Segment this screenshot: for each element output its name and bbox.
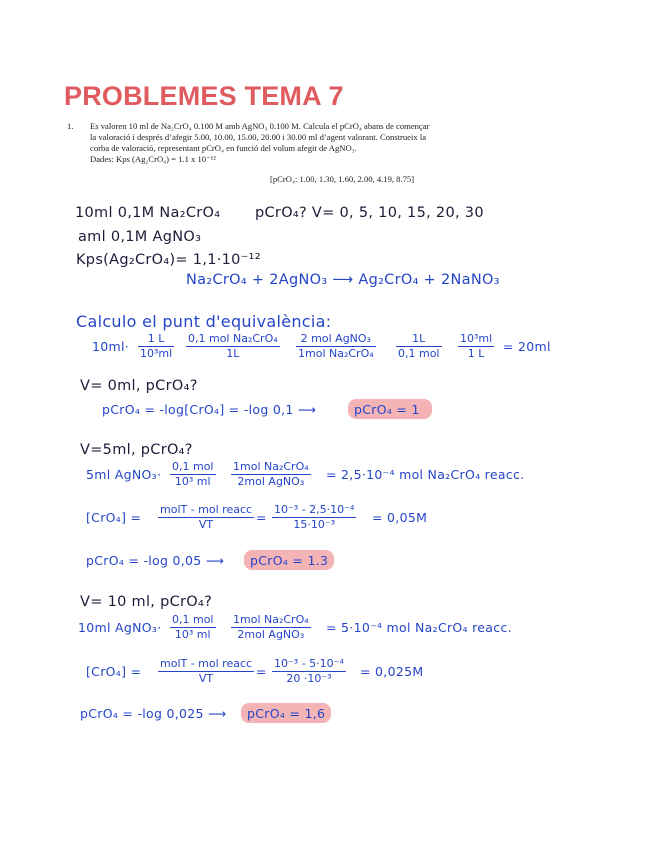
v5-conc-result: = 0,05M xyxy=(372,510,428,525)
v10-moles: = 5·10⁻⁴ mol Na₂CrO₄ reacc. xyxy=(326,620,512,635)
fraction-denominator: VT xyxy=(198,518,214,531)
v5-pcalc: pCrO₄ = -log 0,05 ⟶ xyxy=(86,553,225,568)
given-line-3: Kps(Ag₂CrO₄)= 1,1·10⁻¹² xyxy=(76,252,261,268)
v10-pcalc: pCrO₄ = -log 0,025 ⟶ xyxy=(80,706,227,721)
v10-conc-left: [CrO₄] = xyxy=(86,664,142,679)
given-line-1: 10ml 0,1M Na₂CrO₄ xyxy=(75,205,221,221)
fraction-denominator: VT xyxy=(198,672,214,685)
problem-statement xyxy=(90,121,435,165)
page-title: PROBLEMES TEMA 7 xyxy=(64,81,344,111)
v5-presult: pCrO₄ = 1.3 xyxy=(250,553,329,568)
v5-fraction-2 xyxy=(231,460,311,489)
fraction-denominator: 1L xyxy=(226,347,240,360)
fraction-numerator: 1 L xyxy=(138,332,174,347)
v0-result: pCrO₄ = 1 xyxy=(354,402,420,417)
fraction-denominator: 2mol AgNO₃ xyxy=(237,475,305,488)
equals-sign: = xyxy=(256,664,267,679)
v5-moles: = 2,5·10⁻⁴ mol Na₂CrO₄ reacc. xyxy=(326,467,525,482)
fraction-denominator: 1mol Na₂CrO₄ xyxy=(298,347,374,360)
v5-conc-left: [CrO₄] = xyxy=(86,510,142,525)
fraction-denominator: 2mol AgNO₃ xyxy=(237,628,305,641)
fraction-denominator: 15·10⁻³ xyxy=(293,518,336,531)
fraction-denominator: 20 ·10⁻³ xyxy=(286,672,332,685)
fraction-denominator: 1 L xyxy=(467,347,485,360)
fraction-numerator: 0,1 mol Na₂CrO₄ xyxy=(188,332,278,345)
equiv-fraction-1 xyxy=(138,332,174,361)
fraction-numerator: 10³ml xyxy=(460,332,493,345)
v5-start: 5ml AgNO₃· xyxy=(86,467,162,482)
fraction-denominator: 0,1 mol xyxy=(398,347,440,360)
fraction-numerator: 0,1 mol xyxy=(172,613,214,626)
problem-data: Dades: Kps (Ag₂CrO₄) = 1.1 x 10⁻¹² xyxy=(90,154,216,164)
problem-number: 1. xyxy=(67,121,74,131)
v5-fraction-1 xyxy=(170,460,216,489)
fraction-numerator: molT - mol reacc xyxy=(160,503,253,516)
v10-heading: V= 10 ml, pCrO₄? xyxy=(80,594,213,610)
equiv-fraction-3 xyxy=(296,332,376,361)
equiv-result: = 20ml xyxy=(503,339,551,354)
v10-conc-fraction-1 xyxy=(158,657,254,686)
fraction-numerator: 1L xyxy=(396,332,442,347)
fraction-numerator: 0,1 mol xyxy=(172,460,214,473)
fraction-denominator: 10³ ml xyxy=(174,475,211,488)
v10-start: 10ml AgNO₃· xyxy=(78,620,162,635)
equivalence-heading: Calculo el punt d'equivalència: xyxy=(76,312,332,331)
v5-conc-fraction-1 xyxy=(158,503,254,532)
equiv-fraction-5 xyxy=(458,332,494,361)
v10-fraction-2 xyxy=(231,613,311,642)
fraction-numerator: 1mol Na₂CrO₄ xyxy=(233,613,309,626)
equiv-fraction-4 xyxy=(396,332,442,361)
problem-text: Es valoren 10 ml de Na₂CrO₄ 0.100 M amb AgNO₃ 0.100 M. Calcula el pCrO₄ abans de començar la valoració i després d’afegir 5.00, 10.00, 15.00, 20.00 i 30.00 ml d’agent valorant. Construeix la corba de valoració, representant pCrO₄ en funció del volum afegit de AgNO₃. xyxy=(90,121,430,153)
equiv-fraction-2 xyxy=(186,332,280,361)
fraction-numerator: molT - mol reacc xyxy=(160,657,253,670)
v10-conc-result: = 0,025M xyxy=(360,664,424,679)
v5-conc-fraction-2 xyxy=(272,503,356,532)
equiv-start: 10ml· xyxy=(92,339,130,354)
reaction-equation: Na₂CrO₄ + 2AgNO₃ ⟶ Ag₂CrO₄ + 2NaNO₃ xyxy=(186,272,500,288)
given-line-2: aml 0,1M AgNO₃ xyxy=(78,229,202,245)
v10-fraction-1 xyxy=(170,613,216,642)
v10-presult: pCrO₄ = 1,6 xyxy=(247,706,326,721)
v0-calc: pCrO₄ = -log[CrO₄] = -log 0,1 ⟶ xyxy=(102,402,317,417)
problem-answers: [pCrO₄: 1.00, 1.30, 1.60, 2.00, 4.19, 8.75] xyxy=(270,174,415,184)
equals-sign: = xyxy=(256,510,267,525)
fraction-numerator: 2 mol AgNO₃ xyxy=(296,332,376,347)
fraction-denominator: 10³ml xyxy=(140,347,173,360)
fraction-numerator: 10⁻³ - 5·10⁻⁴ xyxy=(274,657,344,670)
v5-heading: V=5ml, pCrO₄? xyxy=(80,442,193,458)
v10-conc-fraction-2 xyxy=(272,657,346,686)
fraction-denominator: 10³ ml xyxy=(174,628,211,641)
fraction-numerator: 1mol Na₂CrO₄ xyxy=(233,460,309,473)
fraction-numerator: 10⁻³ - 2,5·10⁻⁴ xyxy=(274,503,355,516)
given-question: pCrO₄? V= 0, 5, 10, 15, 20, 30 xyxy=(255,205,484,221)
v0-heading: V= 0ml, pCrO₄? xyxy=(80,378,198,394)
